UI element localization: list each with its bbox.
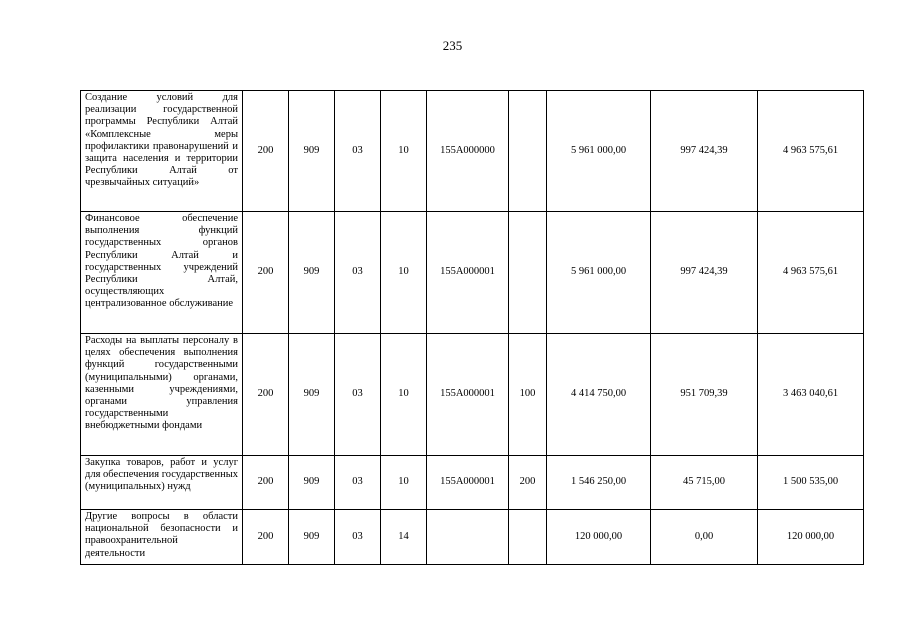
cell-expense-type: 100 — [509, 334, 547, 456]
cell-expense-type — [509, 510, 547, 565]
table-row — [81, 212, 864, 334]
cell-target: 155А000001 — [427, 456, 509, 510]
cell-target: 155А000001 — [427, 212, 509, 334]
table-row — [81, 334, 864, 456]
cell-code-2: 909 — [289, 91, 335, 212]
row-description: Финансовое обеспечение выполнения функций государственных органов Республики Алтай и государственных учреждений Республики Алтай, осуществляющих централизованное обслуживание — [81, 212, 243, 334]
cell-code-1: 200 — [243, 212, 289, 334]
cell-code-3: 03 — [335, 456, 381, 510]
cell-code-1: 200 — [243, 456, 289, 510]
cell-code-2: 909 — [289, 510, 335, 565]
cell-expense-type: 200 — [509, 456, 547, 510]
cell-target: 155А000000 — [427, 91, 509, 212]
cell-code-4: 10 — [381, 334, 427, 456]
cell-remaining: 120 000,00 — [758, 510, 864, 565]
cell-code-4: 10 — [381, 91, 427, 212]
cell-code-4: 10 — [381, 212, 427, 334]
cell-remaining: 4 963 575,61 — [758, 91, 864, 212]
row-description: Создание условий для реализации государственной программы Республики Алтай «Комплексные меры профилактики правонарушений и защита населения и территории Республики Алтай от чрезвычайных ситуаций» — [81, 91, 243, 212]
cell-remaining: 3 463 040,61 — [758, 334, 864, 456]
cell-code-2: 909 — [289, 456, 335, 510]
cell-expense-type — [509, 91, 547, 212]
row-description: Другие вопросы в области национальной безопасности и правоохранительной деятельности — [81, 510, 243, 565]
cell-target — [427, 510, 509, 565]
row-description: Закупка товаров, работ и услуг для обеспечения государственных (муниципальных) нужд — [81, 456, 243, 510]
cell-code-1: 200 — [243, 510, 289, 565]
cell-executed: 997 424,39 — [651, 91, 758, 212]
cell-code-3: 03 — [335, 91, 381, 212]
cell-executed: 951 709,39 — [651, 334, 758, 456]
table-row — [81, 510, 864, 565]
cell-expense-type — [509, 212, 547, 334]
cell-executed: 45 715,00 — [651, 456, 758, 510]
cell-code-4: 14 — [381, 510, 427, 565]
cell-plan: 5 961 000,00 — [547, 91, 651, 212]
budget-table — [80, 90, 864, 565]
cell-code-1: 200 — [243, 91, 289, 212]
cell-executed: 997 424,39 — [651, 212, 758, 334]
cell-code-3: 03 — [335, 334, 381, 456]
cell-target: 155А000001 — [427, 334, 509, 456]
cell-code-2: 909 — [289, 212, 335, 334]
cell-code-3: 03 — [335, 510, 381, 565]
cell-code-4: 10 — [381, 456, 427, 510]
cell-plan: 1 546 250,00 — [547, 456, 651, 510]
page-number: 235 — [442, 38, 463, 53]
cell-remaining: 4 963 575,61 — [758, 212, 864, 334]
cell-code-1: 200 — [243, 334, 289, 456]
cell-code-3: 03 — [335, 212, 381, 334]
row-description: Расходы на выплаты персоналу в целях обеспечения выполнения функций государственными (муниципальными) органами, казенными учреждениями, органами управления государственными внебюджетными фондами — [81, 334, 243, 456]
cell-plan: 120 000,00 — [547, 510, 651, 565]
cell-remaining: 1 500 535,00 — [758, 456, 864, 510]
cell-plan: 5 961 000,00 — [547, 212, 651, 334]
cell-plan: 4 414 750,00 — [547, 334, 651, 456]
table-row — [81, 456, 864, 510]
cell-code-2: 909 — [289, 334, 335, 456]
cell-executed: 0,00 — [651, 510, 758, 565]
table-row — [81, 91, 864, 212]
